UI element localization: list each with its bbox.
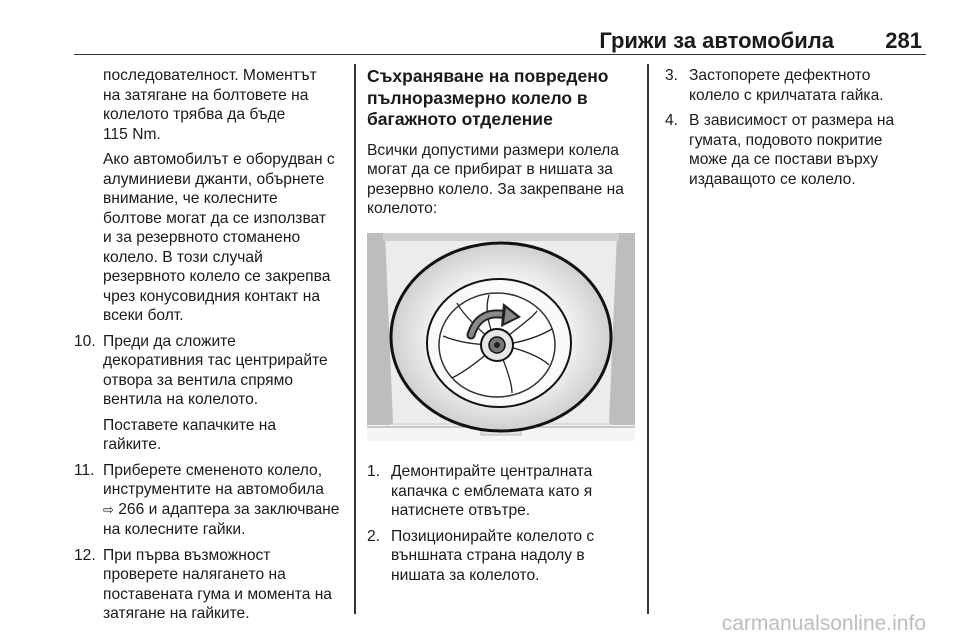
text-line: колело. В този случай [103, 248, 263, 266]
text-line: колелото трябва да бъде [103, 106, 286, 123]
text-line: издаващото се колело. [689, 170, 856, 188]
list-item-4 [665, 111, 927, 189]
text-line: могат да се прибират в нишата за [367, 161, 613, 178]
text-line: 115 Nm. [103, 125, 161, 143]
text-line: последователност. Моментът [103, 67, 317, 84]
text-line: затягане на гайките. [103, 605, 250, 622]
text-line: внимание, че колесните [103, 190, 278, 207]
list-item-12 [74, 546, 346, 624]
text-line: отвора за вентила спрямо [103, 371, 294, 389]
text-line: Застопорете дефектното [689, 67, 871, 84]
text-line: болтове могат да се използват [103, 209, 327, 227]
text-line: поставената гума и момента на [103, 585, 332, 603]
column-3 [665, 66, 927, 195]
section-title: Грижи за автомобила [599, 28, 834, 53]
text-line: колело с крилчатата гайка. [689, 86, 884, 104]
heading-line: Съхраняване на повредено [367, 66, 609, 86]
list-item-1 [367, 462, 635, 521]
text-line: външната страна надолу в [391, 547, 585, 564]
text-line: нишата за колелото. [391, 566, 540, 584]
heading-line: пълноразмерно колело в [367, 87, 588, 108]
text-line: Позиционирайте колелото с [391, 527, 595, 545]
page-header [74, 28, 926, 55]
item-number: 12. [74, 546, 96, 564]
text-line: на колесните гайки. [103, 521, 246, 538]
text-line: Приберете смененото колело, [103, 461, 323, 479]
item-number: 2. [367, 527, 381, 545]
text-line: Поставете капачките на [103, 416, 277, 434]
spare-wheel-illustration [367, 233, 635, 441]
text-line: колелото: [367, 200, 438, 217]
section-heading [367, 66, 635, 131]
item-number: 3. [665, 67, 679, 84]
text-line: гайките. [103, 436, 162, 453]
heading-line: багажното отделение [367, 109, 553, 129]
alloy-wheel-paragraph [74, 150, 346, 326]
list-item-2 [367, 527, 635, 586]
text-line: натиснете отвътре. [391, 502, 531, 519]
text-line: декоративния тас центрирайте [103, 352, 328, 369]
text-line: Всички допустими размери колела [367, 141, 619, 159]
text-line: проверете наляганeто на [103, 566, 286, 583]
item-number: 4. [665, 112, 679, 129]
text-line: При първа възможност [103, 546, 271, 564]
text-line: Демонтирайте централната [391, 463, 593, 480]
column-divider-2 [647, 64, 649, 614]
text-line: и за резервното стоманено [103, 229, 301, 246]
text-line: може да се постави върху [689, 151, 879, 168]
list-item-3 [665, 66, 927, 105]
item-number: 1. [367, 463, 381, 480]
text-line: вентила на колелото. [103, 391, 259, 408]
list-item-11 [74, 461, 346, 540]
text-line: на затягане на болтовете на [103, 86, 309, 104]
text-line: Ако автомобилът е оборудван с [103, 151, 335, 168]
text-line: капачка с емблемата като я [391, 482, 593, 500]
intro-paragraph [367, 141, 635, 219]
column-1 [74, 66, 346, 630]
text-line: инструментите на автомобила [103, 481, 324, 498]
text-line: всеки болт. [103, 307, 184, 324]
item-number: 10. [74, 332, 96, 350]
column-divider-1 [354, 64, 356, 614]
continued-paragraph [74, 66, 346, 144]
page-number: 281 [885, 28, 922, 53]
text-line: резервното колело се закрепва [103, 268, 331, 285]
text-line: чрез конусовидния контакт на [103, 287, 321, 305]
list-item-10 [74, 332, 346, 455]
page-reference-link[interactable]: 266 и адаптера за заключване [118, 500, 340, 518]
page-reference-arrow-icon[interactable]: ⇨ [103, 502, 114, 518]
item-number: 11. [74, 461, 95, 479]
column-2 [367, 66, 635, 591]
text-line: алуминиеви джанти, обърнете [103, 170, 325, 188]
text-line: В зависимост от размера на [689, 112, 895, 129]
text-line: Преди да сложите [103, 332, 236, 350]
text-line: резервно колело. За закрепване на [367, 180, 624, 198]
watermark: carmanualsonline.info [721, 612, 926, 635]
text-line: гумата, подовото покритие [689, 131, 883, 149]
